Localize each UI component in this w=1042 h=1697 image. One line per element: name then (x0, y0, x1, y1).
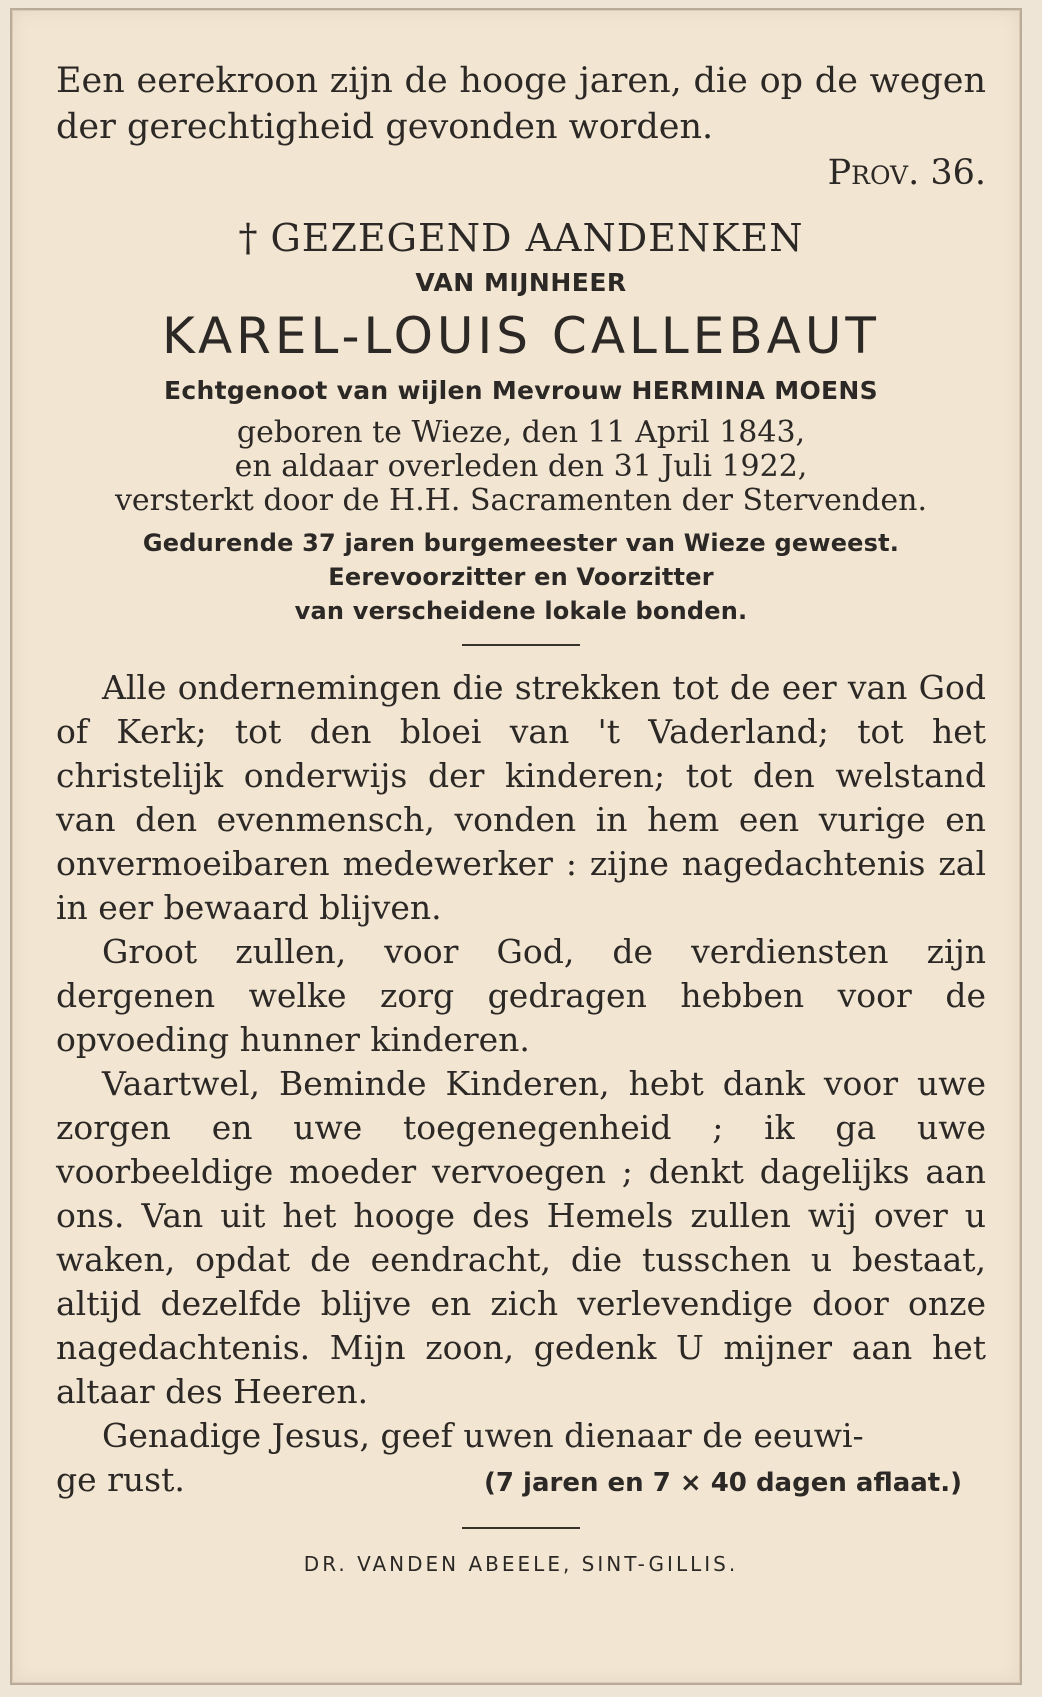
title-text: GEZEGEND AANDENKEN (270, 216, 804, 260)
closing-row (56, 1458, 986, 1505)
life-dates (56, 416, 986, 518)
memorial-card (10, 8, 1022, 1685)
indulgence-note: (7 jaren en 7 × 40 dagen aflaat.) (484, 1468, 962, 1498)
verse-text: Een eerekroon zijn de hooge jaren, die op de wegen der gerechtigheid gevonden worden. (56, 61, 986, 147)
card-title (56, 214, 986, 262)
prayer-start: Genadige Jesus, geef uwen dienaar de eeuwi- (102, 1416, 864, 1455)
deceased-name: KAREL-LOUIS CALLEBAUT (162, 307, 880, 365)
function-line-3: van verscheidene lokale bonden. (294, 597, 748, 625)
paragraph-3: Vaartwel, Beminde Kinderen, hebt dank voor uwe zorgen en uwe toegenegenheid ; ik ga uwe voorbeeldige moeder vervoegen ; denkt dagelijks aan ons. Van uit het hooge des Hemels zullen wij over u waken, opdat de eendracht, die tusschen u bestaat, altijd dezelfde blijve en zich verlevendige door onze nagedachtenis. Mijn zoon, gedenk U mijner aan het altaar des Heeren. (56, 1064, 986, 1411)
death-line: en aldaar overleden den 31 Juli 1922, (234, 449, 808, 484)
function-line-2: Eerevoorzitter en Voorzitter (328, 563, 714, 591)
card-content (56, 58, 986, 1577)
bible-verse (56, 58, 986, 194)
spouse-line: Echtgenoot van wijlen Mevrouw HERMINA MOENS (164, 376, 878, 405)
function-line-1: Gedurende 37 jaren burgemeester van Wieze geweest. (142, 529, 900, 557)
prayer-end: ge rust. (56, 1460, 185, 1499)
divider-bottom (462, 1527, 580, 1529)
closing-prayer (56, 1414, 986, 1505)
paragraph-1: Alle ondernemingen die strekken tot de eer van God of Kerk; tot den bloei van 't Vaderland; tot het christelijk onderwijs der kinderen; tot den welstand van den evenmensch, vonden in hem een vurige en onvermoeibaren medewerker : zijne nagedachtenis zal in eer bewaard blijven. (56, 668, 986, 927)
paragraph-2: Groot zullen, voor God, de verdiensten zijn dergenen welke zorg gedragen hebben voor de opvoeding hunner kinderen. (56, 932, 986, 1059)
memorial-text (56, 666, 986, 1414)
functions-block (56, 526, 986, 628)
verse-reference: Prov. 36. (827, 153, 986, 193)
cross-icon: † (238, 216, 259, 260)
sacraments-line: versterkt door de H.H. Sacramenten der Stervenden. (114, 483, 928, 518)
birth-line: geboren te Wieze, den 11 April 1843, (236, 415, 806, 450)
printer-credit: DR. VANDEN ABEELE, SINT-GILLIS. (303, 1552, 739, 1576)
card-subtitle: VAN MIJNHEER (415, 268, 627, 297)
divider-top (462, 644, 580, 646)
